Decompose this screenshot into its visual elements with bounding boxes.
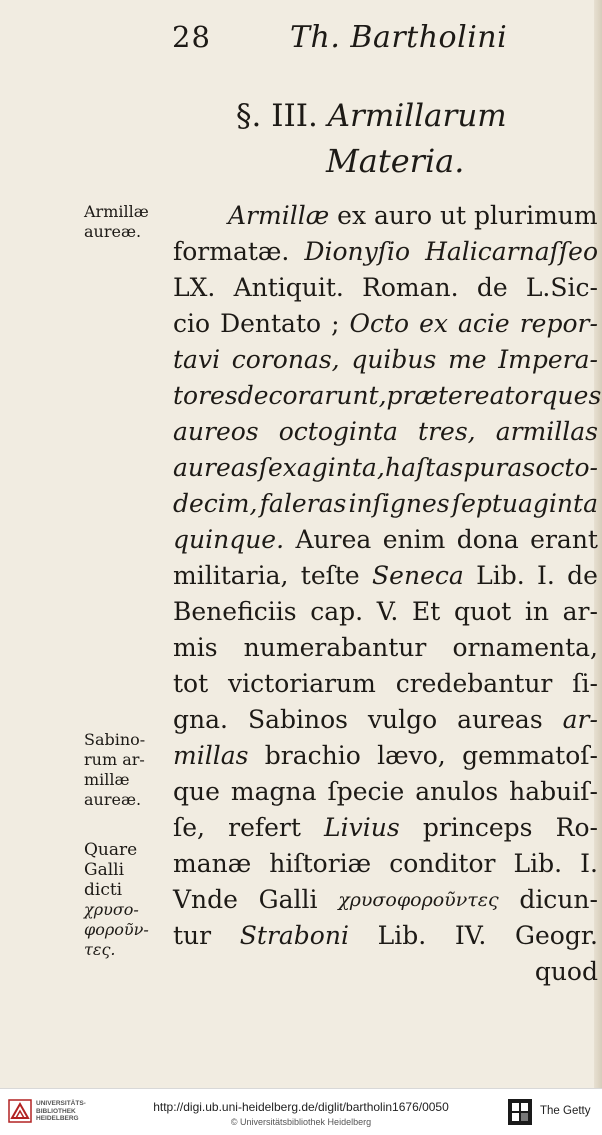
text-line bbox=[173, 774, 598, 810]
word: Lib. bbox=[377, 921, 427, 950]
word: ar- bbox=[562, 597, 598, 626]
word: inſignes bbox=[348, 489, 450, 518]
word: Antiquit. bbox=[233, 273, 344, 302]
word: dona bbox=[456, 525, 519, 554]
word: Vnde bbox=[173, 885, 238, 914]
margin-note-line: φοροῦν- bbox=[84, 920, 149, 939]
word: brachio bbox=[264, 741, 361, 770]
word: decim, bbox=[173, 489, 258, 518]
word: manæ bbox=[173, 849, 252, 878]
word: ſi- bbox=[572, 669, 598, 698]
word: Lib. bbox=[476, 561, 525, 590]
word: dicun- bbox=[519, 885, 598, 914]
word: anulos bbox=[415, 777, 499, 806]
margin-note bbox=[84, 840, 149, 960]
word: millas bbox=[173, 741, 249, 770]
word: Livius bbox=[324, 813, 400, 842]
word: ; bbox=[331, 309, 340, 338]
word: I. bbox=[537, 561, 555, 590]
word: que bbox=[173, 777, 220, 806]
text-line bbox=[173, 486, 598, 522]
word: tur bbox=[173, 921, 212, 950]
word: de bbox=[476, 273, 508, 302]
word: formatæ. bbox=[173, 237, 290, 266]
word: magna bbox=[230, 777, 317, 806]
word: hiſtoriæ bbox=[269, 849, 372, 878]
word: haſtas bbox=[385, 453, 464, 482]
text-line bbox=[173, 414, 598, 450]
word: quot bbox=[453, 597, 512, 626]
text-line bbox=[173, 234, 598, 270]
section-subtitle: Materia. bbox=[326, 142, 465, 180]
word: victoriarum bbox=[228, 669, 376, 698]
word: in bbox=[524, 597, 549, 626]
text-line bbox=[173, 630, 598, 666]
word: erant bbox=[530, 525, 598, 554]
word: Aurea bbox=[295, 525, 372, 554]
word: V. bbox=[376, 597, 399, 626]
word: tores bbox=[173, 381, 238, 410]
running-head: Th. Bartholini bbox=[290, 20, 508, 55]
word: LX. bbox=[173, 273, 216, 302]
margin-note-line: Quare bbox=[84, 840, 138, 860]
word: Et bbox=[412, 597, 441, 626]
word: torques bbox=[504, 381, 602, 410]
margin-note-line: aureæ. bbox=[84, 222, 142, 241]
word: enim bbox=[382, 525, 446, 554]
word: Sabinos bbox=[247, 705, 348, 734]
text-line bbox=[173, 918, 598, 954]
margin-note-line: millæ bbox=[84, 770, 130, 789]
text-line bbox=[173, 594, 598, 630]
word: cap. bbox=[310, 597, 364, 626]
margin-note-line: rum ar- bbox=[84, 750, 145, 769]
word: Impera- bbox=[498, 345, 598, 374]
word: refert bbox=[228, 813, 301, 842]
margin-note-line: τες. bbox=[84, 940, 116, 959]
text-line bbox=[173, 666, 598, 702]
word: tot bbox=[173, 669, 209, 698]
word: habuiſ- bbox=[509, 777, 598, 806]
word: octoginta bbox=[278, 417, 398, 446]
word: præterea bbox=[386, 381, 505, 410]
word: quibus bbox=[351, 345, 437, 374]
body-text bbox=[173, 198, 602, 990]
source-url-link[interactable]: http://digi.ub.uni-heidelberg.de/diglit/bartholin1676/0050 bbox=[153, 1100, 449, 1114]
word: teſte bbox=[300, 561, 360, 590]
word: ſpecie bbox=[327, 777, 405, 806]
word: faleras bbox=[259, 489, 347, 518]
word: χρυσοφοροῦντες bbox=[338, 889, 499, 911]
word: ſe, bbox=[173, 813, 205, 842]
text-line bbox=[173, 702, 598, 738]
word: octo- bbox=[535, 453, 598, 482]
word: coronas, bbox=[231, 345, 340, 374]
section-number: §. III. bbox=[236, 98, 318, 134]
word: puras bbox=[463, 453, 536, 482]
text-line bbox=[173, 882, 598, 918]
word: Octo bbox=[349, 309, 410, 338]
margin-note-line: χρυσο- bbox=[84, 900, 139, 919]
text-line bbox=[173, 270, 598, 306]
word: vulgo bbox=[367, 705, 438, 734]
word: gemmatoſ- bbox=[462, 741, 598, 770]
text-line bbox=[173, 846, 598, 882]
word: tres, bbox=[418, 417, 476, 446]
word: credebantur bbox=[395, 669, 553, 698]
word: numerabantur bbox=[243, 633, 427, 662]
word: ſeptuaginta bbox=[451, 489, 598, 518]
word: ar- bbox=[562, 705, 598, 734]
section-title: Armillarum bbox=[327, 98, 507, 134]
text-segment: ex auro ut plurimum bbox=[329, 201, 598, 230]
word: Seneca bbox=[372, 561, 464, 590]
word: Lib. bbox=[513, 849, 563, 878]
word: lævo, bbox=[377, 741, 446, 770]
getty-logo-icon bbox=[508, 1099, 532, 1125]
word: Galli bbox=[258, 885, 318, 914]
word: conditor bbox=[389, 849, 496, 878]
page-number: 28 bbox=[172, 20, 211, 54]
word: Ro- bbox=[555, 813, 598, 842]
margin-note-line: Armillæ bbox=[84, 202, 149, 221]
word: quinque. bbox=[173, 525, 285, 554]
text-segment: quod bbox=[534, 957, 598, 986]
word: Dentato bbox=[220, 309, 322, 338]
word: aureas bbox=[457, 705, 543, 734]
copyright-text: © Universitätsbibliothek Heidelberg bbox=[230, 1117, 372, 1127]
word: mis bbox=[173, 633, 218, 662]
margin-note-line: Galli bbox=[84, 860, 125, 880]
text-line bbox=[173, 558, 598, 594]
word: decorarunt, bbox=[237, 381, 387, 410]
word: ornamenta, bbox=[452, 633, 598, 662]
word: Dionyſio bbox=[304, 237, 411, 266]
word: militaria, bbox=[173, 561, 289, 590]
word: armillas bbox=[495, 417, 598, 446]
text-line bbox=[173, 378, 602, 414]
word: princeps bbox=[422, 813, 533, 842]
word: acie bbox=[458, 309, 510, 338]
getty-label: The Getty bbox=[540, 1105, 591, 1117]
margin-note bbox=[84, 730, 145, 810]
text-line bbox=[173, 954, 598, 990]
word: ex bbox=[419, 309, 449, 338]
word: me bbox=[448, 345, 487, 374]
word: Geogr. bbox=[515, 921, 598, 950]
word: L.Sic- bbox=[525, 273, 598, 302]
text-segment: Armillæ bbox=[228, 201, 330, 230]
word: I. bbox=[580, 849, 598, 878]
word: Roman. bbox=[362, 273, 459, 302]
word: IV. bbox=[454, 921, 487, 950]
word: cio bbox=[173, 309, 211, 338]
library-name: UNIVERSITÄTS- BIBLIOTHEK HEIDELBERG bbox=[36, 1100, 86, 1122]
margin-note-line: dicti bbox=[84, 880, 123, 900]
word: aureos bbox=[173, 417, 259, 446]
word: tavi bbox=[173, 345, 221, 374]
text-line bbox=[173, 342, 598, 378]
section-heading bbox=[236, 98, 507, 134]
text-line bbox=[173, 810, 598, 846]
text-line bbox=[173, 306, 598, 342]
text-line bbox=[173, 738, 598, 774]
word: ſexaginta, bbox=[258, 453, 385, 482]
margin-note-line: Sabino- bbox=[84, 730, 146, 749]
margin-note bbox=[84, 202, 149, 242]
footer-bar bbox=[0, 1088, 602, 1135]
text-line bbox=[173, 450, 598, 486]
word: repor- bbox=[519, 309, 598, 338]
word: Beneficiis bbox=[173, 597, 297, 626]
word: aureas bbox=[173, 453, 259, 482]
text-line bbox=[173, 522, 598, 558]
word: Halicarnaſſeo bbox=[425, 237, 598, 266]
word: gna. bbox=[173, 705, 228, 734]
word: de bbox=[567, 561, 598, 590]
word: Straboni bbox=[239, 921, 349, 950]
margin-note-line: aureæ. bbox=[84, 790, 142, 809]
text-line bbox=[173, 198, 598, 234]
